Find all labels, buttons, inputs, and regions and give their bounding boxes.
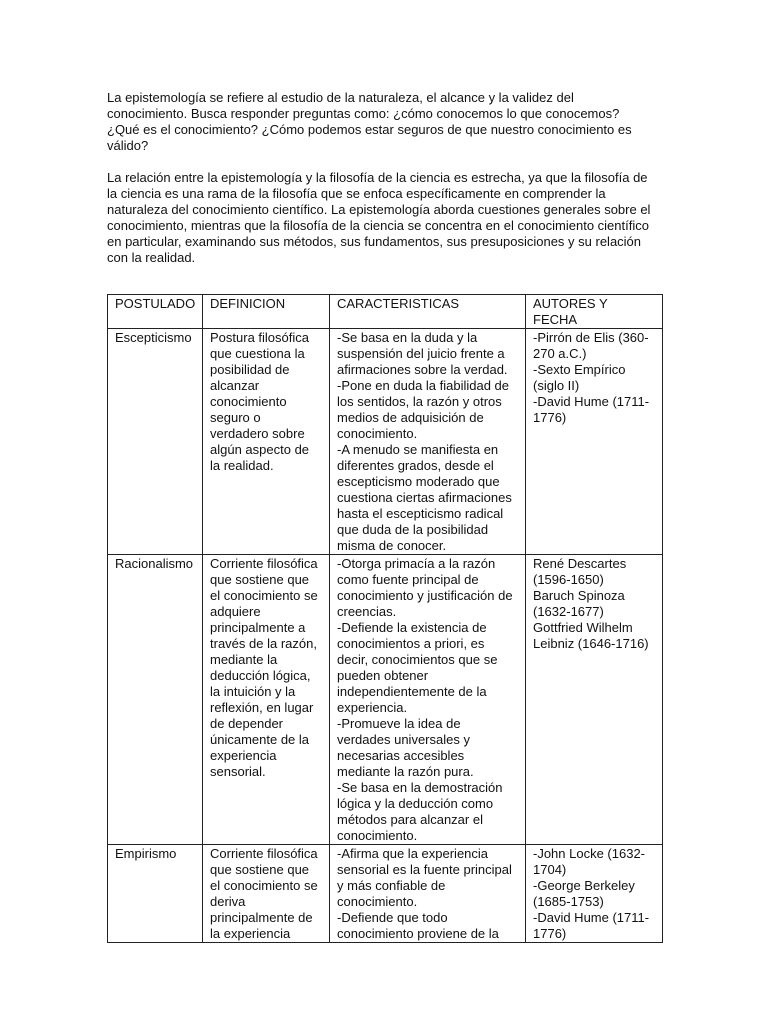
cell-text-line: cuestiona ciertas afirmaciones [337,490,512,505]
text-line: con la realidad. [107,250,196,265]
cell-text-line: -Pirrón de Elis (360- [533,330,649,345]
cell-text-line: hasta el escepticismo radical [337,506,504,521]
cell-text-line: únicamente de la [210,732,310,747]
cell-text-line: Baruch Spinoza [533,588,625,603]
cell-text-line: decir, conocimientos que se [337,652,498,667]
text-line: ¿Qué es el conocimiento? ¿Cómo podemos estar seguros de que nuestro conocimiento es [107,122,632,137]
cell-text-line: conocimiento y justificación de [337,588,513,603]
cell-text-line: Corriente filosófica [210,846,318,861]
cell-text-line: que duda de la posibilidad [337,522,489,537]
cell-text-line: que sostiene que [210,862,310,877]
cell-text-line: sensorial. [210,764,266,779]
cell-text-line: 1704) [533,862,567,877]
cell-text-line: misma de conocer. [337,538,447,553]
cell-text-line: -John Locke (1632- [533,846,646,861]
cell-text-line: algún aspecto de [210,442,310,457]
header-postulado [108,295,203,329]
cell-text-line: verdadero sobre [210,426,305,441]
cell-text-line: reflexión, en lugar [210,700,314,715]
cell-text-line: (1596-1650) [533,572,604,587]
table-row [108,555,663,845]
text-line: en particular, examinando sus métodos, sus fundamentos, sus presuposiciones y su relación [107,234,642,249]
paragraph-relacion [107,170,663,266]
cell-text-line: experiencia. [337,700,408,715]
text-line: conocimiento, mientras que la filosofía de la ciencia se concentra en el conocimiento científico [107,218,649,233]
cell-postulado [108,555,203,845]
cell-text-line: -Otorga primacía a la razón [337,556,496,571]
cell-text-line: creencias. [337,604,397,619]
cell-text-line: 1776) [533,926,567,941]
cell-text-line: que sostiene que [210,572,310,587]
cell-caracteristicas [330,329,526,555]
cell-text-line: conocimiento [210,394,287,409]
cell-definicion [203,329,330,555]
paragraph-epistemologia [107,90,663,154]
cell-text-line: afirmaciones sobre la verdad. [337,362,508,377]
cell-text-line: Postura filosófica [210,330,309,345]
cell-text-line: -Afirma que la experiencia [337,846,489,861]
cell-text-line: experiencia [210,748,277,763]
cell-text-line: mediante la [210,652,278,667]
cell-text-line: Empirismo [115,846,177,861]
cell-text-line: 1776) [533,410,567,425]
cell-text-line: pueden obtener [337,668,429,683]
cell-autores [526,555,663,845]
cell-text-line: -Defiende que todo [337,910,448,925]
cell-text-line: -Se basa en la demostración [337,780,503,795]
cell-autores [526,845,663,943]
table-row [108,845,663,943]
cell-text-line: principalmente a [210,620,306,635]
cell-text-line: (siglo II) [533,378,580,393]
cell-text-line: conocimiento proviene de la [337,926,499,941]
text-line: la ciencia es una rama de la filosofía que se enfoca específicamente en comprender la [107,186,606,201]
cell-text-line: conocimiento. [337,828,418,843]
header-caracteristicas [330,295,526,329]
cell-text-line: Escepticismo [115,330,192,345]
cell-text-line: la realidad. [210,458,274,473]
cell-text-line: el conocimiento se [210,588,318,603]
cell-text-line: deriva [210,894,246,909]
text-line: conocimiento. Busca responder preguntas como: ¿cómo conocemos lo que conocemos? [107,106,620,121]
cell-text-line: de depender [210,716,284,731]
cell-text-line: conocimientos a priori, es [337,636,485,651]
cell-text-line: (1632-1677) [533,604,604,619]
cell-text-line: alcanzar [210,378,260,393]
cell-text-line: independientemente de la [337,684,487,699]
cell-text-line: verdades universales y [337,732,470,747]
text-line: La epistemología se refiere al estudio de la naturaleza, el alcance y la validez del [107,90,574,105]
cell-text-line: René Descartes [533,556,627,571]
cell-text-line: -George Berkeley [533,878,635,893]
cell-text-line: escepticismo moderado que [337,474,500,489]
cell-definicion [203,555,330,845]
cell-text-line: sensorial es la fuente principal [337,862,512,877]
cell-text-line: AUTORES Y [533,296,608,311]
cell-text-line: DEFINICION [210,296,286,311]
table-header-row [108,295,663,329]
cell-postulado [108,329,203,555]
cell-text-line: el conocimiento se [210,878,318,893]
cell-text-line: diferentes grados, desde el [337,458,494,473]
cell-text-line: POSTULADO [115,296,196,311]
cell-text-line: necesarias accesibles [337,748,465,763]
cell-text-line: posibilidad de [210,362,290,377]
cell-text-line: -David Hume (1711- [533,394,650,409]
cell-text-line: -David Hume (1711- [533,910,650,925]
cell-text-line: conocimiento. [337,894,418,909]
cell-text-line: y más confiable de [337,878,446,893]
text-line: válido? [107,138,149,153]
cell-text-line: -Promueve la idea de [337,716,461,731]
cell-text-line: Corriente filosófica [210,556,318,571]
cell-text-line: medios de adquisición de [337,410,484,425]
cell-autores [526,329,663,555]
cell-postulado [108,845,203,943]
cell-text-line: que cuestiona la [210,346,305,361]
cell-text-line: Racionalismo [115,556,194,571]
cell-text-line: mediante la razón pura. [337,764,474,779]
cell-text-line: Leibniz (1646-1716) [533,636,649,651]
document-body [107,90,663,282]
cell-text-line: suspensión del juicio frente a [337,346,505,361]
cell-text-line: adquiere [210,604,261,619]
cell-text-line: través de la razón, [210,636,317,651]
table-row [108,329,663,555]
cell-text-line: los sentidos, la razón y otros [337,394,502,409]
cell-text-line: la experiencia [210,926,291,941]
cell-text-line: deducción lógica, [210,668,311,683]
table-body [108,295,663,943]
cell-text-line: seguro o [210,410,261,425]
text-line: naturaleza del conocimiento científico. La epistemología aborda cuestiones generales sobre el [107,202,651,217]
cell-caracteristicas [330,555,526,845]
postulados-table [107,294,663,943]
cell-caracteristicas [330,845,526,943]
cell-text-line: Gottfried Wilhelm [533,620,633,635]
cell-text-line: -Se basa en la duda y la [337,330,478,345]
cell-text-line: (1685-1753) [533,894,604,909]
cell-text-line: conocimiento. [337,426,418,441]
cell-text-line: principalmente de [210,910,313,925]
cell-text-line: la intuición y la [210,684,296,699]
cell-text-line: -Defiende la existencia de [337,620,487,635]
cell-text-line: como fuente principal de [337,572,479,587]
cell-definicion [203,845,330,943]
cell-text-line: -A menudo se manifiesta en [337,442,499,457]
cell-text-line: -Sexto Empírico [533,362,626,377]
cell-text-line: métodos para alcanzar el [337,812,483,827]
cell-text-line: FECHA [533,312,578,327]
header-definicion [203,295,330,329]
header-autores [526,295,663,329]
cell-text-line: -Pone en duda la fiabilidad de [337,378,510,393]
cell-text-line: lógica y la deducción como [337,796,494,811]
text-line: La relación entre la epistemología y la filosofía de la ciencia es estrecha, ya que la filosofía de [107,170,648,185]
cell-text-line: 270 a.C.) [533,346,587,361]
cell-text-line: CARACTERISTICAS [337,296,460,311]
